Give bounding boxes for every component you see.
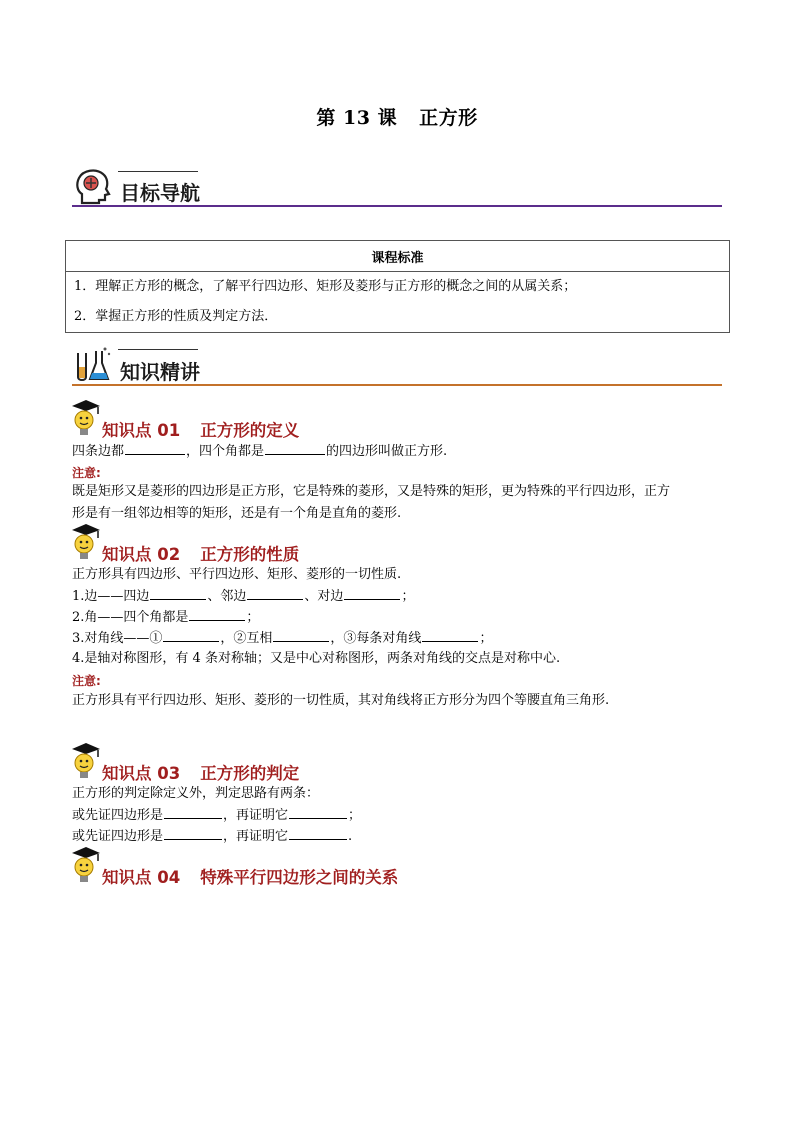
kp3-title: 知识点 03 正方形的判定 <box>102 764 300 783</box>
fill-blank[interactable] <box>247 585 303 600</box>
standard-row-2: 2．掌握正方形的性质及判定方法． <box>74 309 278 324</box>
kp1-note-label: 注意: <box>72 466 101 480</box>
fill-blank[interactable] <box>164 825 222 840</box>
section-knowledge-rule <box>72 384 722 386</box>
kp4-title: 知识点 04 特殊平行四边形之间的关系 <box>102 868 399 887</box>
graduate-bulb-icon <box>70 741 102 781</box>
lesson-number: 第 13 课 <box>316 107 398 129</box>
kp2-angle-line: 2.角——四个角都是 ； <box>72 606 259 629</box>
fill-blank[interactable] <box>289 825 347 840</box>
fill-blank[interactable] <box>164 804 222 819</box>
fill-blank[interactable] <box>150 585 206 600</box>
section-goal-topline <box>118 171 198 172</box>
fill-blank[interactable] <box>265 440 325 455</box>
kp3-path1: 或先证四边形是 ，再证明它 ； <box>72 804 361 827</box>
section-knowledge-heading: 知识精讲 <box>120 360 200 384</box>
standard-table-header: 课程标准 <box>66 241 730 272</box>
kp2-symmetry-line: 4.是轴对称图形，有 4 条对称轴；又是中心对称图形，两条对角线的交点是对称中心. <box>72 651 561 666</box>
section-goal-heading: 目标导航 <box>120 181 200 205</box>
kp3-intro: 正方形的判定除定义外，判定思路有两条： <box>72 786 320 801</box>
standard-row-1: 1．理解正方形的概念，了解平行四边形、矩形及菱形与正方形的概念之间的从属关系； 2．掌握正方形的性质及判定方法． <box>66 272 730 333</box>
fill-blank[interactable] <box>125 440 185 455</box>
kp2-title: 知识点 02 正方形的性质 <box>102 545 300 564</box>
kp2-diagonal-line: 3.对角线——① ，②互相 ，③每条对角线 ； <box>72 627 492 650</box>
lesson-topic: 正方形 <box>419 107 478 129</box>
graduate-bulb-icon <box>70 845 102 885</box>
fill-blank[interactable] <box>422 627 478 642</box>
page-title <box>0 103 794 130</box>
graduate-bulb-icon <box>70 522 102 562</box>
fill-blank[interactable] <box>289 804 347 819</box>
fill-blank[interactable] <box>189 606 245 621</box>
kp1-definition: 四条边都 ，四个角都是 的四边形叫做正方形. <box>72 440 447 463</box>
course-standard-table <box>65 240 730 333</box>
kp1-body-line2: 形是有一组邻边相等的矩形，还是有一个角是直角的菱形. <box>72 506 402 521</box>
kp1-body-line1: 既是矩形又是菱形的四边形是正方形，它是特殊的菱形，又是特殊的矩形，更为特殊的平行四边形，正方 <box>72 484 671 499</box>
kp1-title: 知识点 01 正方形的定义 <box>102 421 300 440</box>
kp3-path2: 或先证四边形是 ，再证明它 . <box>72 825 352 848</box>
fill-blank[interactable] <box>344 585 400 600</box>
fill-blank[interactable] <box>163 627 219 642</box>
section-goal-rule <box>72 205 722 207</box>
head-brain-icon <box>74 167 112 207</box>
fill-blank[interactable] <box>273 627 329 642</box>
kp2-body: 正方形具有平行四边形、矩形、菱形的一切性质，其对角线将正方形分为四个等腰直角三角形. <box>72 693 610 708</box>
lab-flask-icon <box>72 345 112 385</box>
kp2-note-label: 注意: <box>72 674 101 688</box>
graduate-bulb-icon <box>70 398 102 438</box>
section-knowledge-topline <box>118 349 198 350</box>
kp2-edge-line: 1.边——四边 、邻边 、对边 ； <box>72 585 414 608</box>
kp2-intro: 正方形具有四边形、平行四边形、矩形、菱形的一切性质. <box>72 567 402 582</box>
